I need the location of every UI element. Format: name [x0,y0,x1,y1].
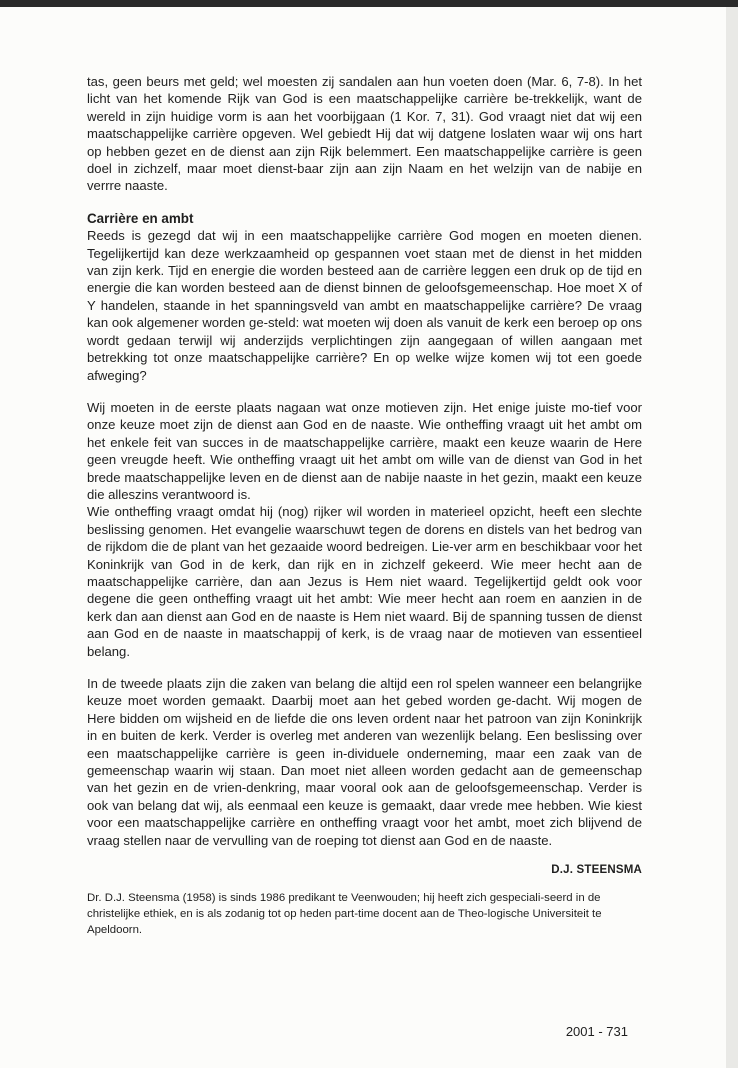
article-body [87,73,642,939]
body-paragraph: Reeds is gezegd dat wij in een maatschappelijke carrière God mogen en moeten dienen. Tegelijkertijd kan deze werkzaamheid op gespannen voet staan met de dienst in het midden van zijn kerk. Tijd en energie die worden besteed aan de carrière leggen een druk op de tijd en energie die kan worden besteed aan de dienst binnen de geloofsgemeenschap. Hoe moet X of Y handelen, staande in het spanningsveld van ambt en maatschappelijke carrière? De vraag kan ook algemener worden ge-steld: wat moeten wij doen als vanuit de kerk een beroep op ons wordt gedaan terwijl wij anderzijds verplichtingen zijn aangegaan of willen aangaan met betrekking tot onze maatschappelijke carrière? En op welke wijze komen wij tot een goede afweging? [87,228,642,383]
scan-right-edge [726,7,738,1068]
body-paragraph: In de tweede plaats zijn die zaken van belang die altijd een rol spelen wanneer een belangrijke keuze moet worden gemaakt. Daarbij moet aan het gebed worden ge-dacht. Wij mogen de Here bidden om wijsheid en de liefde die ons leven ordent naar het patroon van zijn Koninkrijk in en buiten de kerk. Verder is overleg met anderen van wezenlijk belang. Een beslissing over een maatschappelijke carrière is geen in-dividuele onderneming, maar een zaak van de gemeenschap waarin wij staan. Dan moet niet alleen worden gedacht aan de gemeenschap van het gezin en de vrien-denkring, maar vooral ook aan de geloofsgemeenschap. Verder is ook van belang dat wij, als eenmaal een keuze is gemaakt, daar vrede mee hebben. Wie kiest voor een maatschappelijke carrière en ontheffing vraagt voor het ambt, moet zich blijvend de vraag stellen naar de vervulling van de roeping tot dienst aan God en de naaste. [87,676,642,848]
intro-paragraph: tas, geen beurs met geld; wel moesten zij sandalen aan hun voeten doen (Mar. 6, 7-8). In het licht van het komende Rijk van God is een maatschappelijke carrière be-trekkelijk, want de wereld in zijn huidige vorm is aan het voorbijgaan (1 Kor. 7, 31). God vraagt niet dat wij een maatschappelijke carrière opgeven. Wel gebiedt Hij dat wij datgene loslaten waar wij ons hart op hebben gezet en de dienst aan zijn Rijk belemmert. Een maatschappelijke carrière is geen doel in zichzelf, maar moet dienst-baar zijn aan zijn Naam en het welzijn van de nabije en verrre naaste. [87,74,642,194]
page-number: 2001 - 731 [565,1024,628,1039]
scan-top-edge [0,0,738,7]
body-paragraph: Wij moeten in de eerste plaats nagaan wat onze motieven zijn. Het enige juiste mo-tief voor onze keuze moet zijn de dienst aan God en de naaste. Wie ontheffing vraagt uit het ambt om het enkele feit van succes in de maatschappelijke carrière, maakt een keuze waarin de Here geen vreugde heeft. Wie ontheffing vraagt uit het ambt om wille van de dienst van God in het brede maatschappelijke leven en de dienst aan de nabije naaste in het gezin, maakt een keuze die alleszins verantwoord is. [87,399,642,502]
section-heading: Carrière en ambt [87,210,194,226]
author-bio: Dr. D.J. Steensma (1958) is sinds 1986 predikant te Veenwouden; hij heeft zich gespeciali-seerd in de christelijke ethiek, en is als zodanig tot op heden part-time docent aan de Theo-logische Universiteit te Apeldoorn. [87,892,602,937]
body-paragraph: Wie ontheffing vraagt omdat hij (nog) rijker wil worden in materieel opzicht, heeft een slechte beslissing genomen. Het evangelie waarschuwt tegen de dorens en distels van het bedrog van de rijkdom die de plant van het gezaaide woord bedreigen. Lie-ver arm en beschikbaar voor het Koninkrijk van God in de kerk, dan rijk en in zichzelf gekeerd. Wie meer hecht aan de maatschappelijke carrière, dan aan Jezus is Hem niet waard. Tegelijkertijd geldt ook voor degene die geen ontheffing vraagt uit het ambt: Wie meer hecht aan roem en aanzien in de kerk dan aan dienst aan God en de naaste is Hem niet waard. Bij de spanning tussen de dienst aan God en de naaste in maatschappij of kerk, is de vraag naar de motieven van essentieel belang. [87,504,642,659]
author-signature: D.J. STEENSMA [551,864,642,877]
